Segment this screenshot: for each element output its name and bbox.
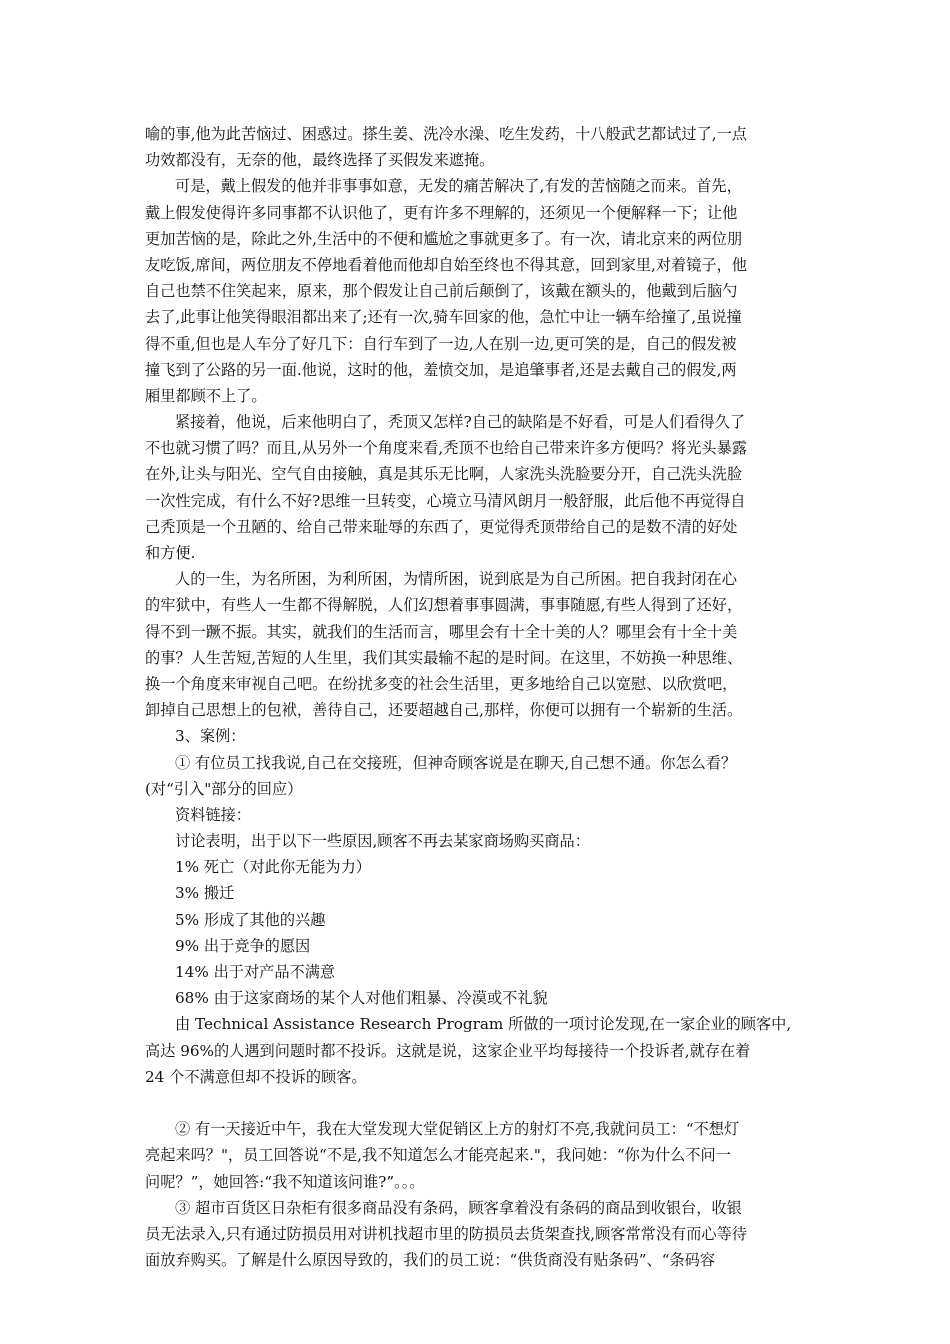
text-line: 撞飞到了公路的另一面.他说，这时的他，羞愤交加，是追肇事者,还是去戴自己的假发,两 [145, 360, 737, 379]
text-line: 和方便. [145, 544, 196, 562]
text-line: (对“引入"部分的回应） [145, 779, 303, 798]
text-line: 可是，戴上假发的他并非事事如意，无发的痛苦解决了,有发的苦恼随之而来。首先， [175, 177, 742, 196]
text-line: 一次性完成，有什么不好?思维一旦转变，心境立马清风朗月一般舒服，此后他不再觉得自 [145, 491, 746, 510]
text-line: 员无法录入,只有通过防损员用对讲机找超市里的防损员去货架查找,顾客常常没有而心等待 [145, 1224, 747, 1243]
text-line: 的牢狱中，有些人一生都不得解脱，人们幻想着事事圆满，事事随愿,有些人得到了还好， [145, 596, 743, 615]
text-line: 资料链接： [175, 805, 251, 824]
text-line: 不也就习惯了吗？而且,从另外一个角度来看,秃顶不也给自己带来许多方便吗？将光头暴露 [145, 439, 747, 458]
text-line: ① 有位员工找我说,自己在交接班，但神奇顾客说是在聊天,自己想不通。你怎么看？ [175, 753, 737, 772]
text-line: 更加苦恼的是，除此之外,生活中的不便和尴尬之事就更多了。有一次，请北京来的两位朋 [145, 229, 743, 248]
blank-line [145, 1090, 807, 1116]
text-line: 9% 出于竞争的愿因 [175, 936, 311, 955]
text-line: 68% 由于这家商场的某个人对他们粗暴、冷漠或不礼貌 [175, 989, 548, 1008]
text-line: 在外,让头与阳光、空气自由接触，真是其乐无比啊，人家洗头洗脸要分开，自己洗头洗脸 [145, 465, 743, 484]
text-line: 问呢？”，她回答:“我不知道该问谁?”。。。 [145, 1172, 425, 1191]
text-line: 3% 搬迁 [175, 884, 235, 903]
text-line: ② 有一天接近中午，我在大堂发现大堂促销区上方的射灯不亮,我就问员工：“不想灯 [175, 1120, 740, 1139]
text-line: 得不到一蹶不振。其实，就我们的生活而言，哪里会有十全十美的人？哪里会有十全十美 [145, 622, 738, 641]
document-body [145, 121, 807, 1273]
text-line: 人的一生，为名所困，为利所困，为情所困，说到底是为自己所困。把自我封闭在心 [175, 570, 737, 589]
text-line: 3、案例： [175, 727, 246, 746]
text-line: 戴上假发使得许多同事都不认识他了，更有许多不理解的，还须见一个便解释一下；让他 [145, 203, 738, 222]
text-line: 1% 死亡（对此你无能为力） [175, 858, 371, 877]
text-line: ③ 超市百货区日杂柜有很多商品没有条码，顾客拿着没有条码的商品到收银台，收银 [175, 1198, 742, 1217]
text-line: 喻的事,他为此苦恼过、困惑过。搽生姜、洗冷水澡、吃生发药，十八般武艺都试过了,一点 [145, 125, 747, 143]
text-line: 面放弃购买。了解是什么原因导致的，我们的员工说：“供货商没有贴条码”、“条码容 [145, 1251, 716, 1270]
text-line: 去了,此事让他笑得眼泪都出来了;还有一次,骑车回家的他，急忙中让一辆车给撞了,虽说撞 [145, 308, 742, 327]
text-line: 高达 96%的人遇到问题时都不投诉。这就是说，这家企业平均每接待一个投诉者,就存在着 [145, 1041, 751, 1060]
text-line: 厢里都顾不上了。 [145, 386, 267, 405]
text-line: 得不重,但也是人车分了好几下：自行车到了一边,人在别一边,更可笑的是，自己的假发被 [145, 334, 737, 353]
text-line: 紧接着，他说，后来他明白了，秃顶又怎样?自己的缺陷是不好看，可是人们看得久了 [175, 413, 746, 432]
text-line: 亮起来吗？"，员工回答说“不是,我不知道怎么才能亮起来."，我问她：“你为什么不问一 [145, 1146, 731, 1165]
text-line: 自己也禁不住笑起来，原来，那个假发让自己前后颠倒了，该戴在额头的，他戴到后脑勺 [145, 282, 738, 301]
text-line: 5% 形成了其他的兴趣 [175, 910, 326, 929]
text-line: 换一个角度来审视自己吧。在纷扰多变的社会生活里，更多地给自己以宽慰、以欣赏吧， [145, 674, 738, 693]
text-line: 己秃顶是一个丑陋的、给自己带来耻辱的东西了，更觉得秃顶带给自己的是数不清的好处 [145, 517, 738, 536]
text-line: 由 Technical Assistance Research Program 所做的一项讨论发现,在一家企业的顾客中, [175, 1015, 792, 1034]
text-line: 讨论表明，出于以下一些原因,顾客不再去某家商场购买商品： [175, 832, 590, 851]
text-line: 功效都没有，无奈的他，最终选择了买假发来遮掩。 [145, 151, 495, 170]
text-line: 卸掉自己思想上的包袱，善待自己，还要超越自己,那样，你便可以拥有一个崭新的生活。 [145, 701, 743, 720]
text-line: 的事？人生苦短,苦短的人生里，我们其实最输不起的是时间。在这里，不妨换一种思维、 [145, 648, 743, 667]
text-line: 24 个不满意但却不投诉的顾客。 [145, 1067, 367, 1086]
text-line: 14% 出于对产品不满意 [175, 963, 336, 981]
text-line: 友吃饭,席间，两位朋友不停地看着他而他却自始至终也不得其意，回到家里,对着镜子，他 [145, 255, 747, 274]
